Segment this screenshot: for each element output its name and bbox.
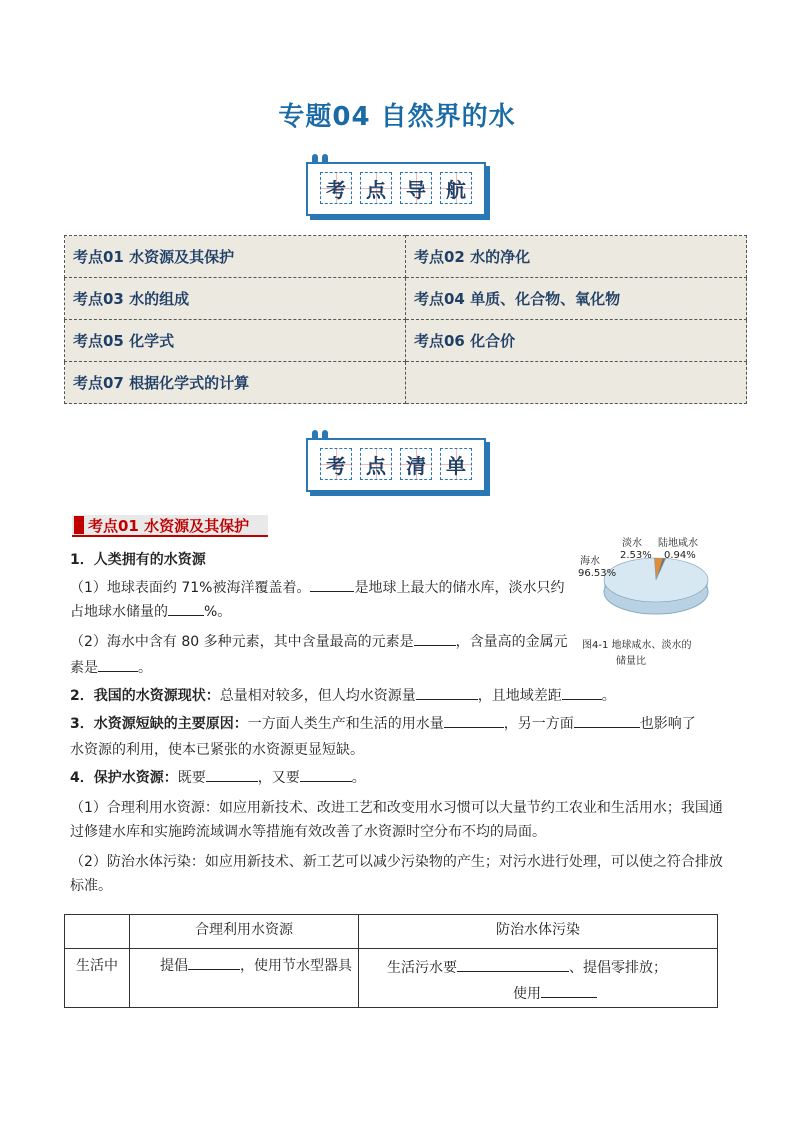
item-3-cont: 水资源的利用，使本已紧张的水资源更显短缺。 xyxy=(70,742,364,758)
blank xyxy=(206,767,258,782)
nav-banner xyxy=(306,154,488,212)
table-header: 防治水体污染 xyxy=(359,915,718,949)
text: 占地球水储量的 xyxy=(70,604,168,620)
text: 既要 xyxy=(177,770,206,786)
text: 。 xyxy=(351,770,366,786)
nav-item[interactable]: 考点03 水的组成 xyxy=(65,278,406,320)
pie-label-fresh: 淡水 xyxy=(622,538,642,549)
text: %。 xyxy=(204,604,232,620)
item-1-para-2-cont xyxy=(70,656,152,680)
nav-item[interactable]: 考点07 根据化学式的计算 xyxy=(65,362,406,404)
pie-caption-2: 储量比 xyxy=(616,656,646,667)
item-3-label: 3．水资源短缺的主要原因： xyxy=(70,716,248,732)
text: ，另一方面 xyxy=(503,716,574,732)
banner-char: 航 xyxy=(440,172,472,204)
banner-char: 考 xyxy=(320,172,352,204)
pie-label-sea: 海水 xyxy=(580,556,600,567)
list-banner xyxy=(306,430,488,488)
table-row-label: 生活中 xyxy=(65,949,130,1008)
text: 也影响了 xyxy=(639,716,696,732)
text: （1）地球表面约 71%被海洋覆盖着。 xyxy=(70,580,311,596)
section-marker-icon xyxy=(74,516,84,534)
banner-char: 点 xyxy=(360,172,392,204)
page-title: 专题04 自然界的水 xyxy=(278,102,516,132)
section-heading-text: 考点01 水资源及其保护 xyxy=(88,516,250,535)
blank xyxy=(168,601,204,616)
table-cell xyxy=(130,949,359,1008)
water-protection-table xyxy=(64,914,718,1008)
text: （2）海水中含有 80 多种元素，其中含量最高的元素是 xyxy=(70,634,414,650)
banner-char: 点 xyxy=(360,448,392,480)
nav-item[interactable]: 考点04 单质、化合物、氧化物 xyxy=(406,278,747,320)
pie-value-fresh: 2.53% xyxy=(620,550,652,561)
text: 总量相对较多，但人均水资源量 xyxy=(219,688,416,704)
text: 一方面人类生产和生活的用水量 xyxy=(247,716,444,732)
pie-caption-1: 图4-1 地球咸水、淡水的 xyxy=(582,640,692,651)
pie-slices xyxy=(604,558,708,602)
item-4-para-2-cont: 标准。 xyxy=(70,878,112,894)
item-4-para-1: （1）合理利用水资源：如应用新技术、改进工艺和改变用水习惯可以大量节约工农业和生活用水；我国通 xyxy=(70,800,723,816)
table-header: 合理利用水资源 xyxy=(130,915,359,949)
item-4 xyxy=(70,766,366,790)
table-cell xyxy=(359,949,718,1008)
nav-item[interactable]: 考点02 水的净化 xyxy=(406,236,747,278)
blank xyxy=(414,631,456,646)
text: 生活污水要 xyxy=(387,960,457,976)
blank xyxy=(416,685,478,700)
text: 、提倡零排放； xyxy=(569,960,667,976)
item-4-para-2: （2）防治水体污染：如应用新技术、新工艺可以减少污染物的产生；对污水进行处理，可以使之符合排放 xyxy=(70,854,723,870)
blank xyxy=(541,983,597,998)
item-2-label: 2．我国的水资源现状： xyxy=(70,688,220,704)
text: ，且地域差距 xyxy=(477,688,562,704)
blank xyxy=(310,577,354,592)
section-heading xyxy=(72,515,268,537)
item-3 xyxy=(70,712,696,736)
item-1-para-2 xyxy=(70,630,568,654)
text: ，含量高的金属元 xyxy=(455,634,568,650)
nav-item[interactable]: 考点01 水资源及其保护 xyxy=(65,236,406,278)
blank xyxy=(574,713,640,728)
nav-item[interactable]: 考点06 化合价 xyxy=(406,320,747,362)
text: 。 xyxy=(138,660,152,676)
banner-char: 导 xyxy=(400,172,432,204)
blank xyxy=(457,957,569,972)
text: 是地球上最大的储水库，淡水只约 xyxy=(354,580,565,596)
item-1-para-1-cont xyxy=(70,600,231,624)
item-4-para-1-cont: 过修建水库和实施跨流域调水等措施有效改善了水资源时空分布不均的局面。 xyxy=(70,824,546,840)
text: 素是 xyxy=(70,660,98,676)
item-2 xyxy=(70,684,616,708)
banner-char: 考 xyxy=(320,448,352,480)
pie-value-land: 0.94% xyxy=(664,550,696,561)
text: 。 xyxy=(601,688,616,704)
pie-figure xyxy=(578,534,728,674)
pie-value-sea: 96.53% xyxy=(578,568,617,579)
nav-item[interactable]: 考点05 化学式 xyxy=(65,320,406,362)
text: ，又要 xyxy=(257,770,300,786)
topic-nav-table xyxy=(64,235,747,404)
nav-item-empty xyxy=(406,362,747,404)
item-1-para-1 xyxy=(70,576,564,600)
table-corner xyxy=(65,915,130,949)
pie-label-land: 陆地咸水 xyxy=(658,538,698,549)
text: 提倡 xyxy=(160,958,188,974)
blank xyxy=(444,713,504,728)
banner-char: 单 xyxy=(440,448,472,480)
text: 使用 xyxy=(513,986,541,1002)
blank xyxy=(188,955,240,970)
item-4-label: 4．保护水资源： xyxy=(70,770,178,786)
blank xyxy=(98,657,138,672)
item-1-heading: 1．人类拥有的水资源 xyxy=(70,552,206,568)
text: ，使用节水型器具 xyxy=(240,958,352,974)
banner-char: 清 xyxy=(400,448,432,480)
blank xyxy=(300,767,352,782)
pie-chart xyxy=(578,534,728,674)
blank xyxy=(562,685,602,700)
